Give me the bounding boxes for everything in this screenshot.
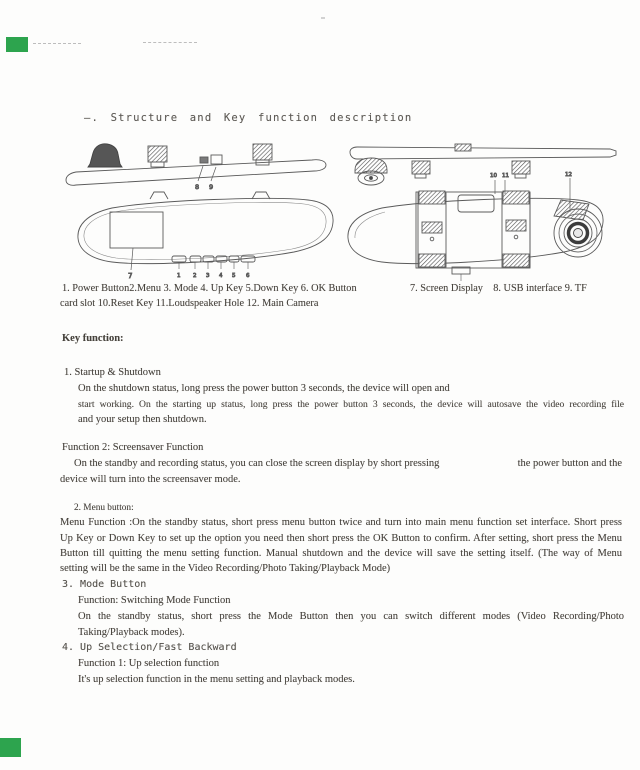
strap-clamp-icon bbox=[418, 191, 446, 267]
screensaver-line bbox=[74, 457, 622, 470]
usb-interface-icon bbox=[200, 157, 208, 163]
mirror-top-view-diagram bbox=[66, 144, 326, 191]
menu-line: Menu Function :On the standby status, short press menu button twice and turn into main menu function set interface. Short press bbox=[60, 517, 622, 528]
scan-artifact-green-bottom bbox=[0, 738, 21, 757]
page-title: —. Structure and Key function description bbox=[84, 112, 413, 124]
bracket-clip-icon bbox=[253, 144, 272, 160]
mirror-back-top-view-diagram bbox=[350, 144, 616, 185]
label-down: 5 bbox=[232, 273, 236, 279]
startup-line: and your setup then shutdown. bbox=[78, 414, 207, 425]
label-camera: 12 bbox=[565, 172, 572, 178]
up-sub-heading: Function 1: Up selection function bbox=[78, 658, 220, 669]
mirror-back-view-diagram bbox=[348, 172, 603, 281]
label-screen: 7 bbox=[128, 272, 133, 280]
caption-keys-10-12: card slot 10.Reset Key 11.Loudspeaker Hole 12. Main Camera bbox=[60, 298, 319, 309]
mode-heading: 3. Mode Button bbox=[62, 579, 147, 590]
device-diagrams bbox=[50, 136, 630, 284]
label-up: 4 bbox=[219, 273, 223, 279]
bracket-clip-icon bbox=[512, 161, 530, 174]
mirror-front-view-diagram bbox=[78, 192, 333, 280]
screen-display-icon bbox=[110, 212, 163, 248]
menu-line: setting will be the same in the Video Recording/Photo Taking/Playback Mode) bbox=[60, 563, 391, 574]
label-power: 1 bbox=[177, 273, 181, 279]
menu-heading: 2. Menu button: bbox=[74, 503, 134, 513]
label-speaker: 11 bbox=[502, 173, 509, 179]
startup-heading: 1. Startup & Shutdown bbox=[64, 367, 161, 378]
mode-line: On the standby status, short press the Mode Button then you can switch different modes (Video Recording/Photo bbox=[78, 611, 624, 622]
bracket-clip-icon bbox=[412, 161, 430, 174]
scan-artifact-speck bbox=[321, 17, 325, 19]
scan-artifact-green-top bbox=[6, 37, 28, 52]
windshield-mount-icon bbox=[88, 144, 122, 167]
menu-line: Up Key or Down Key to set up the option you need then short press the OK Button to confirm. After setting, short press the Menu bbox=[60, 533, 622, 544]
label-tf: 9 bbox=[209, 183, 214, 191]
key-function-heading: Key function: bbox=[62, 333, 124, 344]
caption-keys-7-9: 7. Screen Display 8. USB interface 9. TF bbox=[410, 283, 587, 294]
menu-line: Button till quitting the menu setting function. Manual shutdown and the device will save the setting itself. (The way of Menu bbox=[60, 548, 622, 559]
label-menu: 2 bbox=[193, 273, 197, 279]
caption-keys-1-6: 1. Power Button2.Menu 3. Mode 4. Up Key 5.Down Key 6. OK Button bbox=[62, 283, 357, 294]
screensaver-line-left: On the standby and recording status, you can close the screen display by short pressing bbox=[74, 458, 440, 469]
up-heading: 4. Up Selection/Fast Backward bbox=[62, 642, 237, 653]
mode-sub-heading: Function: Switching Mode Function bbox=[78, 595, 231, 606]
tf-card-slot-icon bbox=[211, 155, 222, 164]
label-usb: 8 bbox=[195, 183, 200, 191]
strap-clamp-icon bbox=[502, 191, 530, 267]
bracket-clip-icon bbox=[148, 146, 167, 162]
screensaver-heading: Function 2: Screensaver Function bbox=[62, 442, 204, 453]
label-ok: 6 bbox=[246, 273, 250, 279]
screensaver-line: device will turn into the screensaver mode. bbox=[60, 474, 241, 485]
label-reset: 10 bbox=[490, 173, 497, 179]
label-mode: 3 bbox=[206, 273, 210, 279]
mode-line: Taking/Playback modes). bbox=[78, 627, 185, 638]
startup-line: start working. On the starting up status, long press the power button 3 seconds, the device will autosave the video recording file bbox=[78, 399, 624, 410]
scan-artifact-dashes-right bbox=[143, 42, 197, 43]
up-line: It's up selection function in the menu setting and playback modes. bbox=[78, 674, 355, 685]
scan-artifact-dashes-left bbox=[33, 43, 81, 44]
startup-line: On the shutdown status, long press the power button 3 seconds, the device will open and bbox=[78, 383, 450, 394]
screensaver-line-right: the power button and the bbox=[517, 458, 622, 469]
